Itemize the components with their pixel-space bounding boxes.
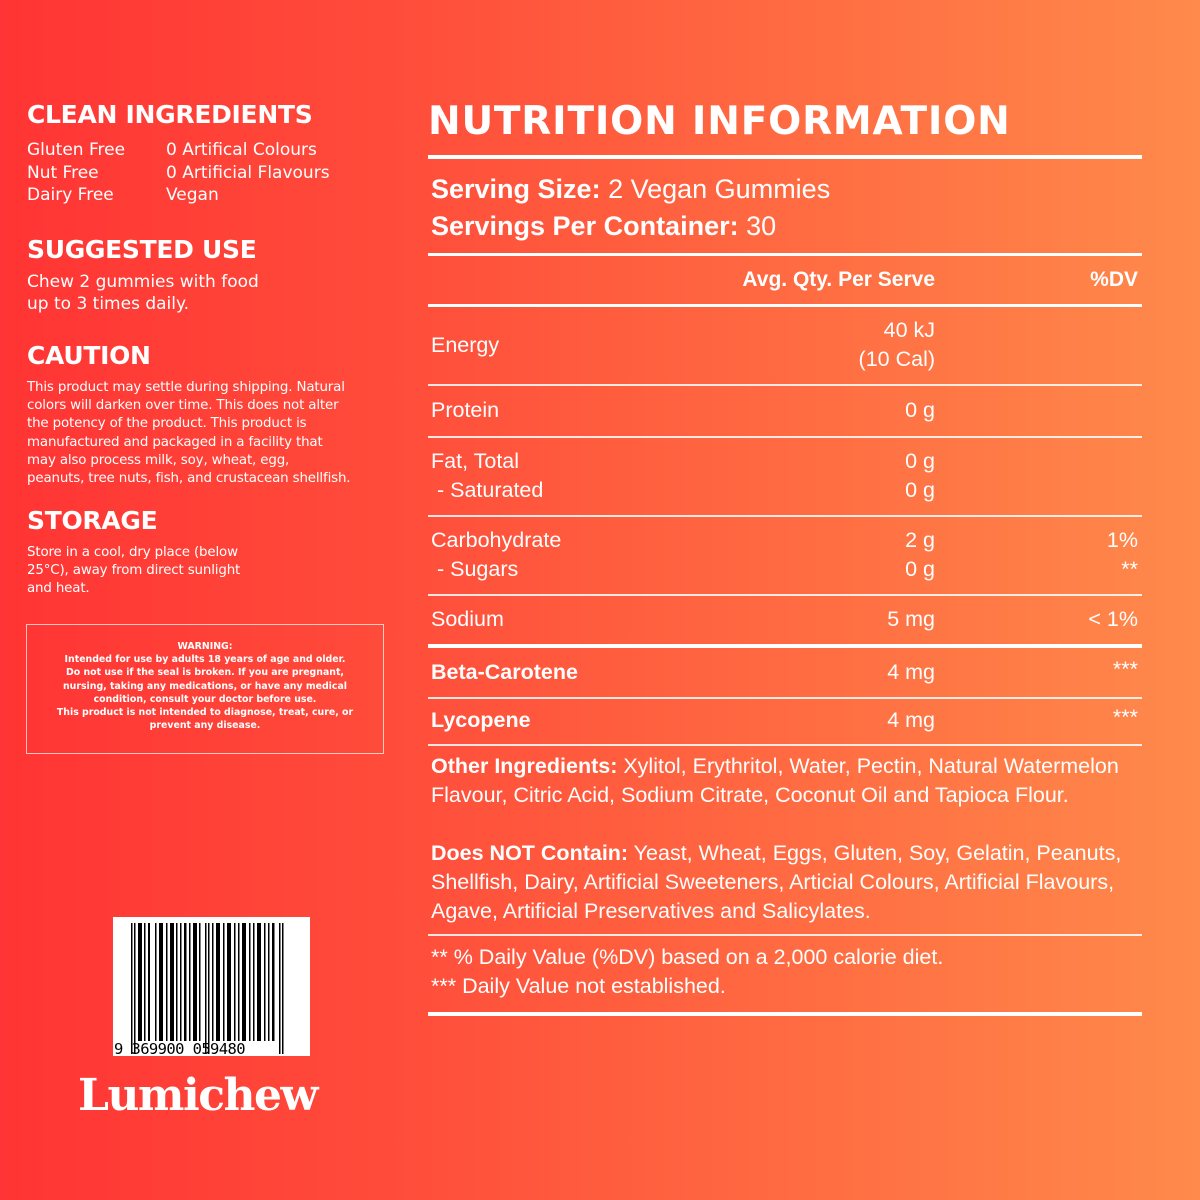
warning-line: This product is not intended to diagnose, treat, cure, or [56,707,354,719]
clean-ingredients-list [27,139,366,207]
row-fat-qty: 0 g [905,449,935,473]
storage-line: and heat. [27,581,90,597]
other-ingredients [431,752,1145,810]
divider [428,253,1142,256]
clean-item: 0 Artifical Colours [166,140,317,160]
other-ingredients-label: Other Ingredients: [431,754,618,778]
storage-line: Store in a cool, dry place (below [27,545,238,560]
divider [428,384,1142,386]
divider [428,1012,1142,1016]
suggested-use-text [27,271,259,315]
warning-line: nursing, taking any medications, or have any medical [63,680,347,692]
clean-ingredients-heading: CLEAN INGREDIENTS [27,100,313,129]
warning-title: WARNING: [177,641,233,652]
row-lycopene-qty: 4 mg [887,708,935,732]
row-carbohydrate-dv: 1% [1106,528,1138,552]
row-sugars-dv: ** [1121,557,1138,581]
row-energy-qty: 40 kJ [883,318,935,342]
does-not-contain [431,839,1145,926]
row-beta-carotene-qty: 4 mg [887,660,935,684]
row-sugars-label: - Sugars [431,557,519,581]
does-not-contain-label: Does NOT Contain: [431,841,629,865]
row-lycopene-label: Lycopene [431,708,531,732]
row-protein-qty: 0 g [905,398,935,422]
column-header-dv: %DV [1090,268,1138,291]
row-saturated-label: - Saturated [431,478,544,502]
servings-per-container-value: 30 [746,211,777,241]
suggested-use-line: Chew 2 gummies with food [27,272,259,292]
warning-line: condition, consult your doctor before use. [93,693,317,705]
caution-line: may also process milk, soy, wheat, egg, [27,452,290,468]
row-fat-label: Fat, Total [431,449,520,473]
divider [428,934,1142,936]
divider [428,155,1142,159]
serving-size-value: 2 Vegan Gummies [608,174,831,204]
row-energy-qty-cal: (10 Cal) [858,347,935,371]
does-not-contain-text: Yeast, Wheat, Eggs, Gluten, Soy, Gelatin, Peanuts, Shellfish, Dairy, Artificial Sweeteners, Articial Colours, Artificial Flavours, Agave, Artificial Preservatives and Salicylates. [431,841,1122,923]
divider [428,697,1142,699]
divider [428,436,1142,438]
divider [428,304,1142,307]
row-sodium-qty: 5 mg [887,607,935,631]
row-beta-carotene-dv: *** [1112,657,1138,681]
warning-line: Intended for use by adults 18 years of age and older. [64,654,346,666]
column-header-qty: Avg. Qty. Per Serve [742,268,935,291]
storage-text [27,544,287,599]
clean-item: Gluten Free [27,140,126,160]
divider [428,515,1142,517]
storage-line: 25°C), away from direct sunlight [27,563,241,579]
clean-item: Nut Free [27,162,99,183]
row-protein-label: Protein [431,398,500,422]
row-sodium-label: Sodium [431,607,504,631]
barcode [113,917,310,1056]
nutrition-title: NUTRITION INFORMATION [428,99,1011,144]
caution-heading: CAUTION [27,341,151,370]
row-saturated-qty: 0 g [905,478,935,502]
warning-line: Do not use if the seal is broken. If you are pregnant, [66,667,344,679]
servings-per-container [431,209,776,243]
suggested-use-heading: SUGGESTED USE [27,235,257,264]
serving-size-label: Serving Size: [431,174,601,204]
clean-item: 0 Artificial Flavours [166,162,330,183]
suggested-use-line: up to 3 times daily. [27,294,190,314]
caution-line: colors will darken over time. This does not alter [27,398,339,414]
row-sodium-dv: < 1% [1088,607,1138,631]
servings-per-container-label: Servings Per Container: [431,211,739,241]
row-carbohydrate-qty: 2 g [905,528,935,552]
row-beta-carotene-label: Beta-Carotene [431,660,578,684]
clean-item: Dairy Free [27,185,114,205]
serving-size [431,172,830,206]
warning-box [26,624,384,754]
warning-line: prevent any disease. [149,720,261,732]
row-lycopene-dv: *** [1112,705,1138,729]
divider [428,644,1142,648]
barcode-icon [113,917,310,1056]
caution-text [27,379,407,488]
caution-line: This product may settle during shipping. Natural [27,380,345,395]
row-carbohydrate-label: Carbohydrate [431,528,562,552]
footnote-not-established: *** Daily Value not established. [431,974,726,998]
storage-heading: STORAGE [27,506,158,535]
barcode-number: 9 369900 059480 [114,1040,245,1058]
brand-logo: Lumichew [78,1070,317,1121]
other-ingredients-text: Xylitol, Erythritol, Water, Pectin, Natural Watermelon Flavour, Citric Acid, Sodium Citrate, Coconut Oil and Tapioca Flour. [431,754,1119,807]
caution-line: the potency of the product. This product is [27,416,307,432]
caution-line: peanuts, tree nuts, fish, and crustacean shellfish. [27,471,351,487]
divider [428,594,1142,596]
divider [428,744,1142,746]
row-energy-label: Energy [431,333,500,357]
clean-item: Vegan [166,185,219,205]
footnote-dv: ** % Daily Value (%DV) based on a 2,000 calorie diet. [431,945,944,969]
row-sugars-qty: 0 g [905,557,935,581]
caution-line: manufactured and packaged in a facility that [27,434,323,450]
